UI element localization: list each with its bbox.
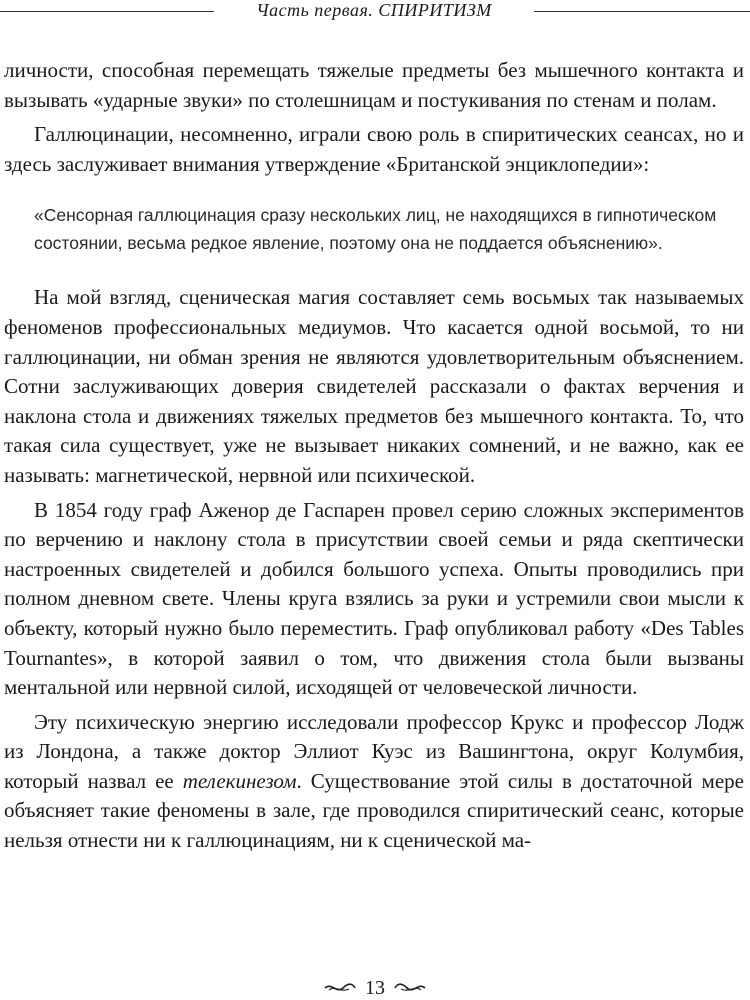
paragraph-hallucinations: Галлюцинации, несомненно, играли свою роль в спиритических сеансах, но и здесь заслуживает внимания утверждение «Британской энциклопедии»:	[4, 122, 744, 176]
page-body	[0, 56, 750, 856]
page-footer	[0, 976, 750, 1000]
paragraph-stage-magic: На мой взгляд, сценическая магия составляет семь восьмых так называемых феноменов профессиональных медиумов. Что касается одной восьмой, то ни галлюцинации, ни обман зрения не являются удовлетворительным объяснением. Сотни заслуживающих доверия свидетелей рассказали о фактах верчения и наклона стола и движениях тяжелых предметов без мышечного контакта. То, что такая сила существует, уже не вызывает никаких сомнений, и не важно, как ее называть: магнетической, нервной или психической.	[4, 285, 744, 487]
telekinesis-text-after: . Существование этой силы в достаточной мере объясняет такие феномены в зале, где проводился спиритический сеанс, которые нельзя отнести ни к галлюцинациям, ни к сценической ма-	[4, 768, 744, 853]
paragraph-telekinesis	[0, 708, 750, 856]
header-rule-right	[534, 11, 750, 12]
paragraph-gasparin: В 1854 году граф Аженор де Гаспарен провел серию сложных экспериментов по верчению и наклону стола в присутствии своей семьи и ряда скептически настроенных свидетелей и добился большого успеха. Опыты проводились при полном дневном свете. Члены круга взялись за руки и устремили свои мысли к объекту, который нужно было переместить. Граф опубликовал работу «Des Tables Tournantes», в которой заявил о том, что движения стола были вызваны ментальной или нервной силой, исходящей от человеческой личности.	[4, 497, 744, 700]
running-title: Часть первая. СПИРИТИЗМ	[256, 0, 492, 20]
header-rule-left	[0, 11, 214, 12]
running-header	[0, 0, 750, 22]
telekinesis-term: телекинезом	[182, 768, 297, 793]
page-number: 13	[365, 976, 385, 999]
block-quote-encyclopedia: «Сенсорная галлюцинация сразу нескольких лиц, не находящихся в гипнотическом состоянии, весьма редкое явление, поэтому она не поддается объяснению».	[34, 205, 717, 254]
telekinesis-text-before: Эту психическую энергию исследовали профессор Крукс и профессор Лодж из Лондона, а также доктор Эллиот Куэс из Вашингтона, округ Колумбия, который назвал ее	[4, 709, 744, 793]
ornament-left-icon	[323, 981, 357, 995]
ornament-right-icon	[393, 981, 427, 995]
paragraph-continuation: личности, способная перемещать тяжелые предметы без мышечного контакта и вызывать «ударные звуки» по столешницам и постукивания по стенам и полам.	[4, 58, 744, 112]
